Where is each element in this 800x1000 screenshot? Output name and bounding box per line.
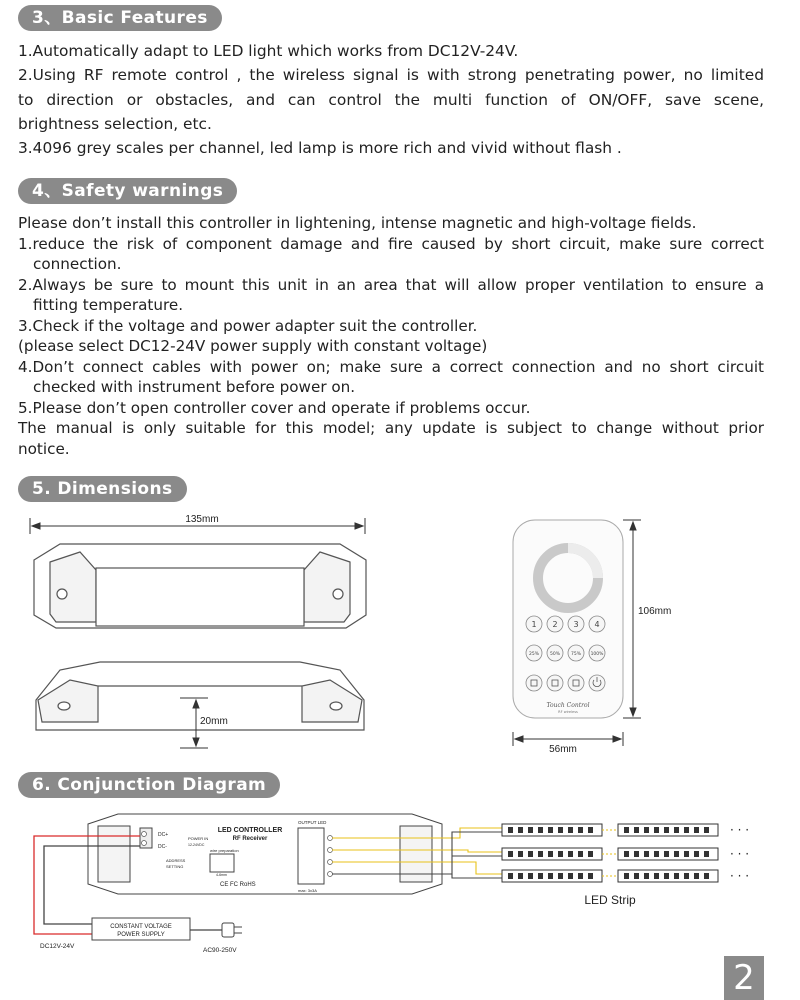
address-label: ADDRESS <box>166 858 186 863</box>
psu-label-line1: CONSTANT VOLTAGE <box>110 924 172 930</box>
safety-item-1: 1.reduce the risk of component damage and fire caused by short circuit, make sure correct <box>18 234 764 253</box>
remote-button-50: 50% <box>549 652 561 657</box>
dimension-length-label: 135mm <box>185 514 219 525</box>
section-header-dimensions: 5. Dimensions <box>18 476 187 502</box>
remote-brand-label: Touch Control <box>546 702 590 709</box>
feature-item-2-cont2: brightness selection, etc. <box>18 114 212 133</box>
ac-voltage-label: AC90-250V <box>203 947 237 954</box>
feature-item-2: 2.Using RF remote control , the wireless signal is with strong penetrating power, no limited <box>18 66 764 85</box>
feature-item-3: 3.4096 grey scales per channel, led lamp is more rich and vivid without flash . <box>18 139 622 158</box>
setting-label: SETTING <box>166 864 184 869</box>
safety-item-2-cont: fitting temperature. <box>33 296 184 314</box>
output-led-label: OUTPUT LED <box>298 820 327 825</box>
section-header-basic-features: 3、Basic Features <box>18 5 222 31</box>
strip-continuation-2: · · · <box>730 847 750 861</box>
safety-item-4-cont: checked with instrument before power on. <box>33 378 356 396</box>
remote-button-2: 2 <box>552 620 558 629</box>
feature-item-1: 1.Automatically adapt to LED light which works from DC12V-24V. <box>18 42 519 60</box>
remote-sub-label: RF wireless <box>558 710 578 714</box>
safety-item-3-note: (please select DC12-24V power supply with constant voltage) <box>18 337 488 355</box>
safety-warnings-list <box>18 213 764 459</box>
led-strip-group <box>502 824 718 882</box>
safety-item-4: 4.Don’t connect cables with power on; make sure a correct connection and no short circuit <box>18 357 764 376</box>
dimension-height-label: 20mm <box>200 716 228 727</box>
safety-disclaimer: The manual is only suitable for this model; any update is subject to change without prior <box>18 419 764 437</box>
wire-length-label: 4-6mm <box>216 873 227 877</box>
wire-prep-label: wire preparation <box>210 848 239 853</box>
safety-intro: Please don’t install this controller in lightening, intense magnetic and high-voltage fields. <box>18 214 697 232</box>
remote-button-3: 3 <box>573 620 579 629</box>
safety-item-3: 3.Check if the voltage and power adapter suit the controller. <box>18 316 478 335</box>
basic-features-list <box>18 39 764 160</box>
power-range-label: 12-24VDC <box>188 843 205 847</box>
strip-continuation-1: · · · <box>730 823 750 837</box>
safety-item-5: 5.Please don’t open controller cover and operate if problems occur. <box>18 398 531 417</box>
power-in-label: POWER IN <box>188 836 209 841</box>
cert-label: CE FC RoHS <box>220 882 256 888</box>
conjunction-diagram <box>20 806 780 956</box>
page-number: 2 <box>724 956 764 1000</box>
psu-label-line2: POWER SUPPLY <box>117 932 165 938</box>
remote-width-label: 56mm <box>549 744 577 755</box>
safety-item-1-cont: connection. <box>33 255 122 273</box>
remote-button-25: 25% <box>528 652 540 657</box>
remote-button-100: 100% <box>590 652 604 657</box>
remote-height-label: 106mm <box>638 606 672 617</box>
section-header-safety-warnings: 4、Safety warnings <box>18 178 237 204</box>
controller-dimension-drawing <box>20 510 380 755</box>
led-strip-label: LED Strip <box>584 893 636 907</box>
remote-button-4: 4 <box>594 620 600 629</box>
max-current-label: max: 3x3A <box>298 888 317 893</box>
remote-dimension-drawing <box>505 510 685 760</box>
dc-plus-label: DC+ <box>158 832 169 838</box>
safety-item-2: 2.Always be sure to mount this unit in an area that will allow proper ventilation to ensure a <box>18 275 764 294</box>
remote-button-75: 75% <box>570 652 582 657</box>
dc-voltage-label: DC12V-24V <box>40 943 75 950</box>
strip-continuation-3: · · · <box>730 869 750 883</box>
controller-title: LED CONTROLLER <box>217 827 283 834</box>
safety-disclaimer-cont: notice. <box>18 439 70 458</box>
dc-minus-label: DC- <box>158 844 167 850</box>
feature-item-2-cont: to direction or obstacles, and can control the multi function of ON/OFF, save scene, <box>18 90 764 109</box>
section-header-conjunction-diagram: 6. Conjunction Diagram <box>18 772 280 798</box>
remote-button-1: 1 <box>531 620 537 629</box>
controller-subtitle: RF Receiver <box>232 836 268 842</box>
